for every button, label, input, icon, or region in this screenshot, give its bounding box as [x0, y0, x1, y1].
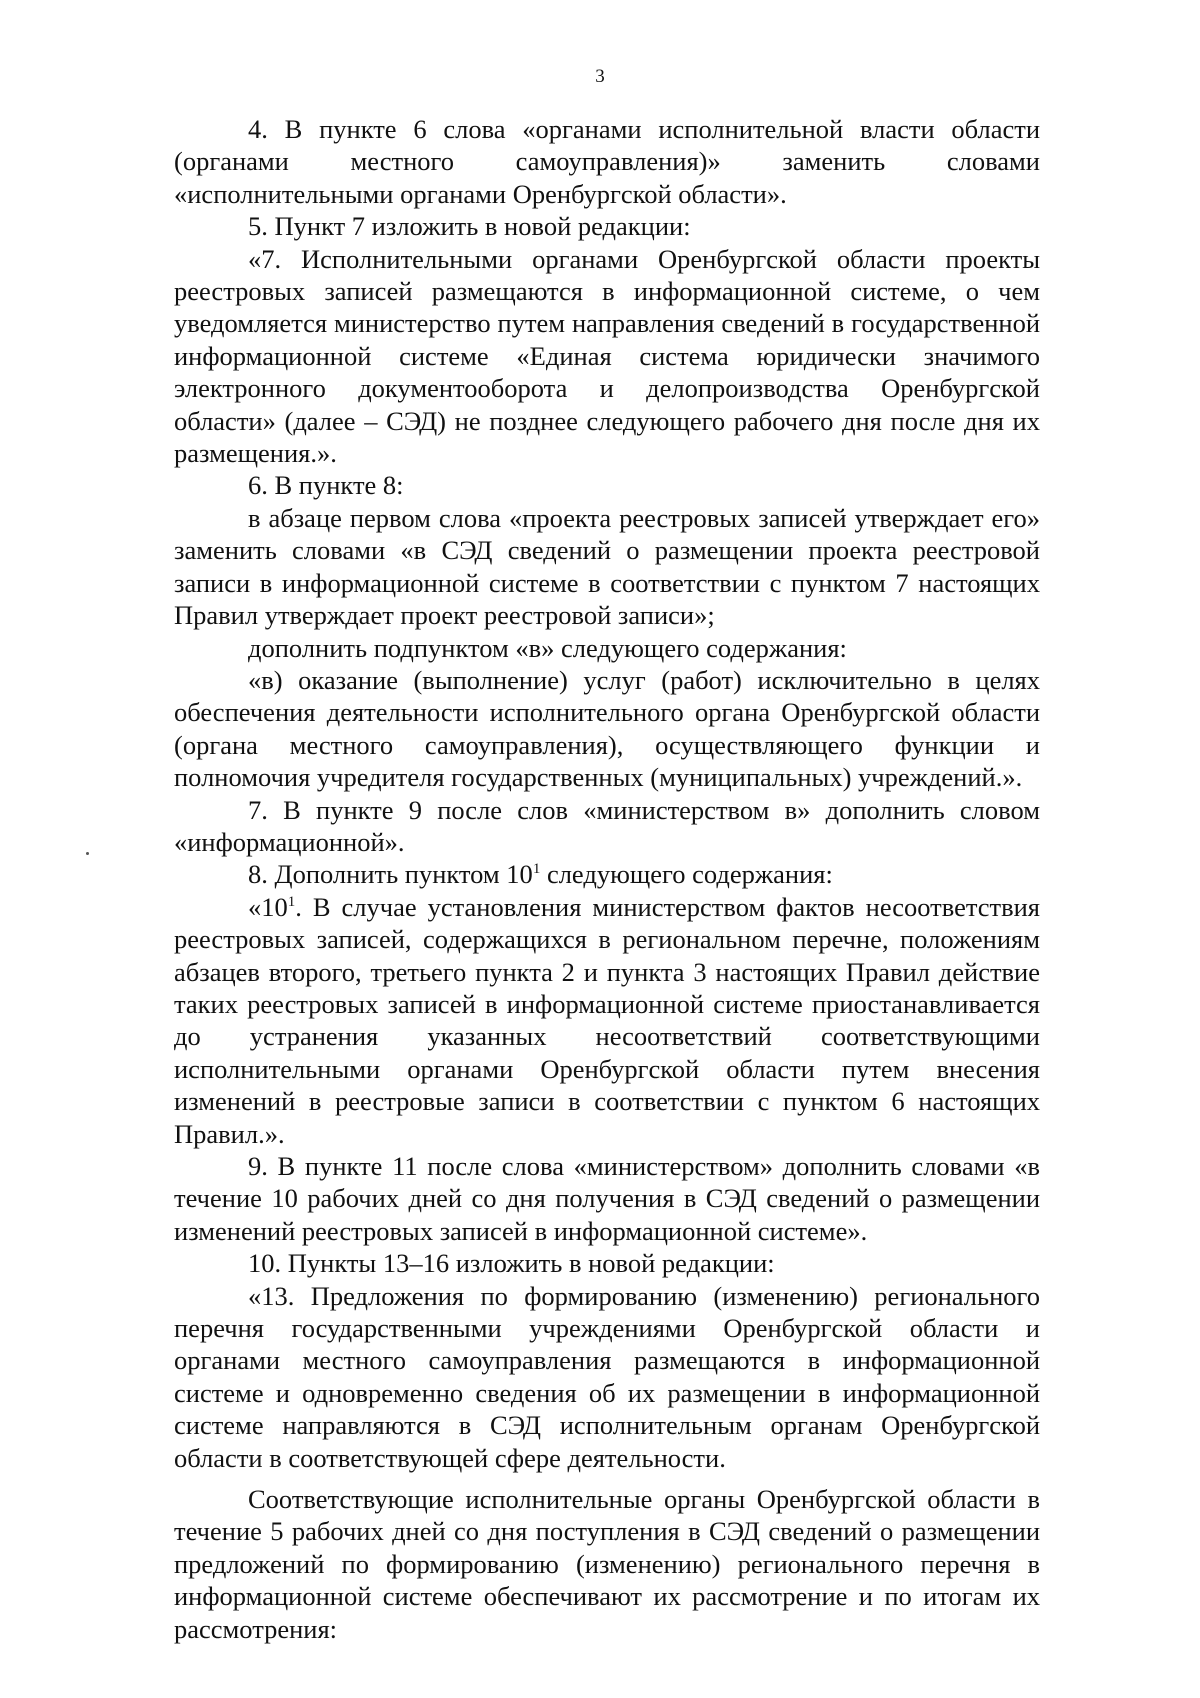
paragraph-item-6-first-abzac: в абзаце первом слова «проекта реестровых записей утверждает его» заменить словами «в СЭД сведений о размещении проекта реестровой записи в информационной системе в соответствии с пунктом 7 настоящих Правил утверждает проект реестровой записи»; [174, 502, 1040, 631]
item-10-1-tail: . В случае установления министерством фактов несоответствия реестровых записей, содержащихся в региональном перечне, положениям абзацев второго, третьего пункта 2 и пункта 3 настоящих Правил действие таких реестровых записей в информационной системе приостанавливается до устранения указанных несоответствий соответствующими исполнительными органами Оренбургской области путем внесения изменений в реестровые записи в соответствии с пунктом 6 настоящих Правил.». [174, 891, 1040, 1149]
paragraph-item-10: 10. Пункты 13–16 изложить в новой редакции: [248, 1248, 775, 1279]
paragraph-item-6-add-subitem: дополнить подпунктом «в» следующего содержания: [248, 632, 847, 663]
paragraph-item-13: «13. Предложения по формированию (изменению) регионального перечня государственными учреждениями Оренбургской области и органами местного самоуправления размещаются в информационной системе и одновременно сведения об их размещении в информационной системе направляются в СЭД исполнительным органам Оренбургской области в соответствующей сфере деятельности. [174, 1280, 1040, 1473]
item-10-1-lead: «10 [248, 891, 288, 922]
scan-artifact-dot [86, 852, 89, 855]
item-8-superscript: 1 [532, 861, 541, 878]
paragraph-item-10-1 [174, 891, 1040, 1150]
paragraph-item-4: 4. В пункте 6 слова «органами исполнительной власти области (органами местного самоуправления)» заменить словами «исполнительными органами Оренбургской области». [174, 114, 1040, 209]
item-10-1-superscript: 1 [287, 893, 296, 910]
paragraph-item-5: 5. Пункт 7 изложить в новой редакции: [248, 211, 691, 242]
item-8-tail: следующего содержания: [540, 859, 833, 890]
paragraph-item-13-second-abzac: Соответствующие исполнительные органы Оренбургской области в течение 5 рабочих дней со дня поступления в СЭД сведений о размещении предложений по формированию (изменению) регионального перечня в информационной системе обеспечивают их рассмотрение и по итогам их рассмотрения: [174, 1484, 1040, 1644]
paragraph-item-7: 7. В пункте 9 после слов «министерством в» дополнить словом «информационной». [174, 794, 1040, 857]
paragraph-item-8 [174, 858, 1040, 890]
paragraph-item-6: 6. В пункте 8: [248, 470, 404, 501]
paragraph-subitem-v: «в) оказание (выполнение) услуг (работ) исключительно в целях обеспечения деятельности исполнительного органа Оренбургской области (органа местного самоуправления), осуществляющего функции и полномочия учредителя государственных (муниципальных) учреждений.». [174, 664, 1040, 793]
page-number: 3 [595, 66, 605, 87]
paragraph-item-7-new-text: «7. Исполнительными органами Оренбургской области проекты реестровых записей размещаются в информационной системе, о чем уведомляется министерство путем направления сведений в государственной информационной системе «Единая система юридически значимого электронного документооборота и делопроизводства Оренбургской области» (далее – СЭД) не позднее следующего рабочего дня после дня их размещения.». [174, 243, 1040, 469]
item-8-lead: 8. Дополнить пунктом 10 [248, 859, 533, 890]
paragraph-item-9: 9. В пункте 11 после слова «министерством» дополнить словами «в течение 10 рабочих дней со дня получения в СЭД сведений о размещении изменений реестровых записей в информационной системе». [174, 1151, 1040, 1246]
document-body [174, 113, 1040, 1645]
